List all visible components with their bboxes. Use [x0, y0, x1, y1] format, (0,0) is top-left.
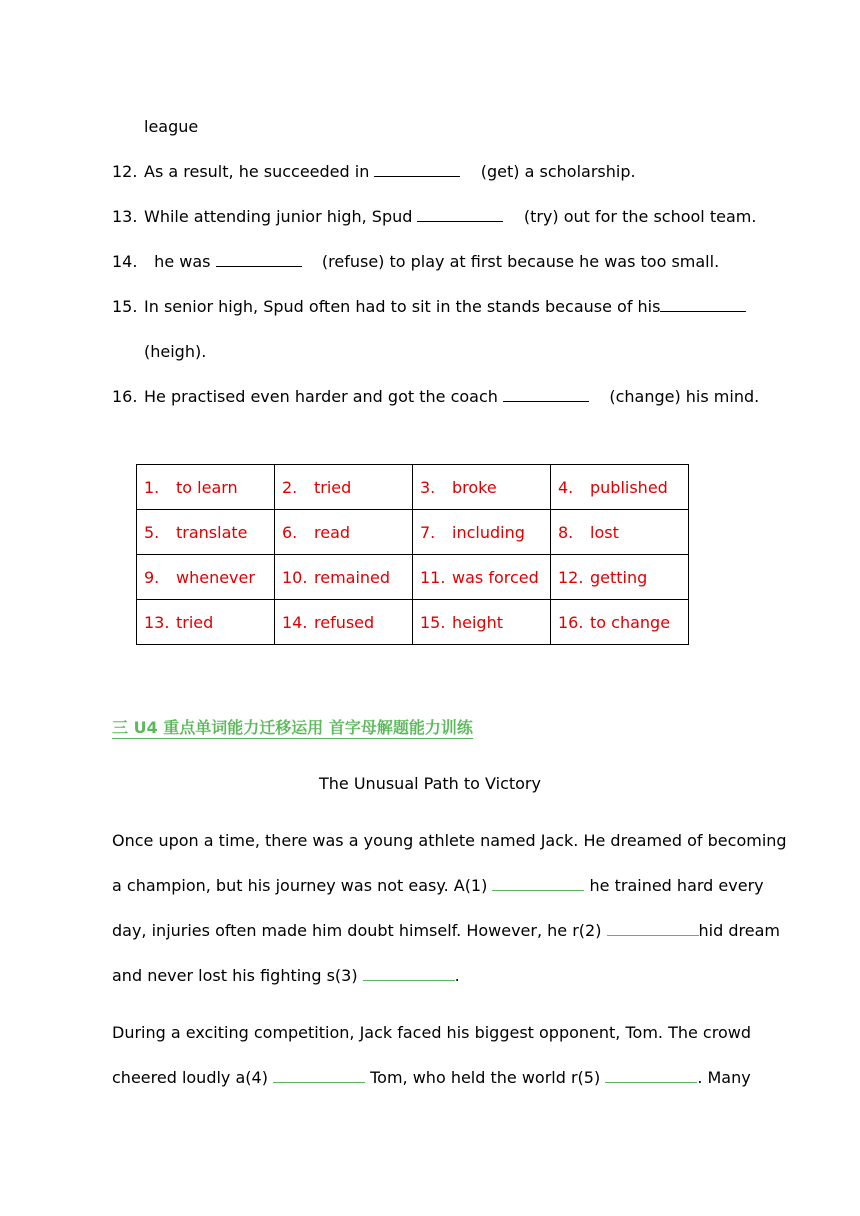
answer-cell: 11. was forced: [413, 555, 551, 600]
story-line: a champion, but his journey was not easy. A(1) he trained hard every: [112, 876, 764, 895]
exercise-item-15: [112, 297, 746, 317]
answer-cell: 9. whenever: [137, 555, 275, 600]
answer-cell: 12. getting: [551, 555, 689, 600]
answer-cell: 7. including: [413, 510, 551, 555]
story-line: day, injuries often made him doubt himself. However, he r(2) hid dream: [112, 921, 780, 940]
answer-blank[interactable]: [374, 162, 460, 177]
item-11-continuation: league: [144, 117, 199, 136]
answer-cell: 2. tried: [275, 465, 413, 510]
answer-blank-1[interactable]: [492, 876, 584, 891]
exercise-item-12: [112, 162, 636, 182]
story-line: cheered loudly a(4) Tom, who held the world r(5) . Many: [112, 1068, 751, 1087]
story-line: During a exciting competition, Jack faced his biggest opponent, Tom. The crowd: [112, 1023, 751, 1042]
table-row: [137, 600, 689, 645]
item-text-after: (change) his mind.: [588, 387, 760, 406]
item-text-after: (refuse) to play at first because he was too small.: [301, 252, 720, 271]
answer-cell: 4. published: [551, 465, 689, 510]
item-number: 13.: [112, 207, 138, 226]
item-text-before: he was: [144, 252, 216, 271]
answer-cell: 5. translate: [137, 510, 275, 555]
item-text-before: In senior high, Spud often had to sit in the stands because of his: [144, 297, 661, 316]
item-number: 16.: [112, 387, 138, 406]
story-line: and never lost his fighting s(3) .: [112, 966, 460, 985]
item-number: 15.: [112, 297, 138, 316]
answer-cell: 14. refused: [275, 600, 413, 645]
exercise-item-16: [112, 387, 759, 407]
item-number: 12.: [112, 162, 138, 181]
answer-blank[interactable]: [417, 207, 503, 222]
item-text-before: As a result, he succeeded in: [144, 162, 375, 181]
answer-blank-2[interactable]: [607, 921, 699, 936]
answer-blank[interactable]: [503, 387, 589, 402]
exercise-item-14: [112, 252, 719, 272]
answer-cell: 13. tried: [137, 600, 275, 645]
answer-blank-3[interactable]: [363, 966, 455, 981]
section-heading: 三 U4 重点单词能力迁移运用 首字母解题能力训练: [112, 718, 473, 737]
item-text-before: While attending junior high, Spud: [144, 207, 418, 226]
answer-cell: 15. height: [413, 600, 551, 645]
answer-blank-4[interactable]: [273, 1068, 365, 1083]
answer-cell: 6. read: [275, 510, 413, 555]
table-row: [137, 465, 689, 510]
item-number: 14.: [112, 252, 138, 271]
story-line: Once upon a time, there was a young athlete named Jack. He dreamed of becoming: [112, 831, 787, 850]
answer-cell: 3. broke: [413, 465, 551, 510]
item-text-after: (try) out for the school team.: [503, 207, 757, 226]
item-text-before: He practised even harder and got the coach: [144, 387, 503, 406]
answer-cell: 16. to change: [551, 600, 689, 645]
answer-blank-5[interactable]: [605, 1068, 697, 1083]
table-row: [137, 555, 689, 600]
table-row: [137, 510, 689, 555]
exercise-item-13: [112, 207, 756, 227]
answer-cell: 10. remained: [275, 555, 413, 600]
answer-cell: 8. lost: [551, 510, 689, 555]
item-15-continuation: (heigh).: [144, 342, 207, 361]
answer-key-table: [136, 464, 689, 645]
answer-blank[interactable]: [216, 252, 302, 267]
answer-cell: 1. to learn: [137, 465, 275, 510]
story-title: The Unusual Path to Victory: [319, 774, 541, 793]
answer-blank[interactable]: [660, 297, 746, 312]
item-text-after: (get) a scholarship.: [460, 162, 636, 181]
